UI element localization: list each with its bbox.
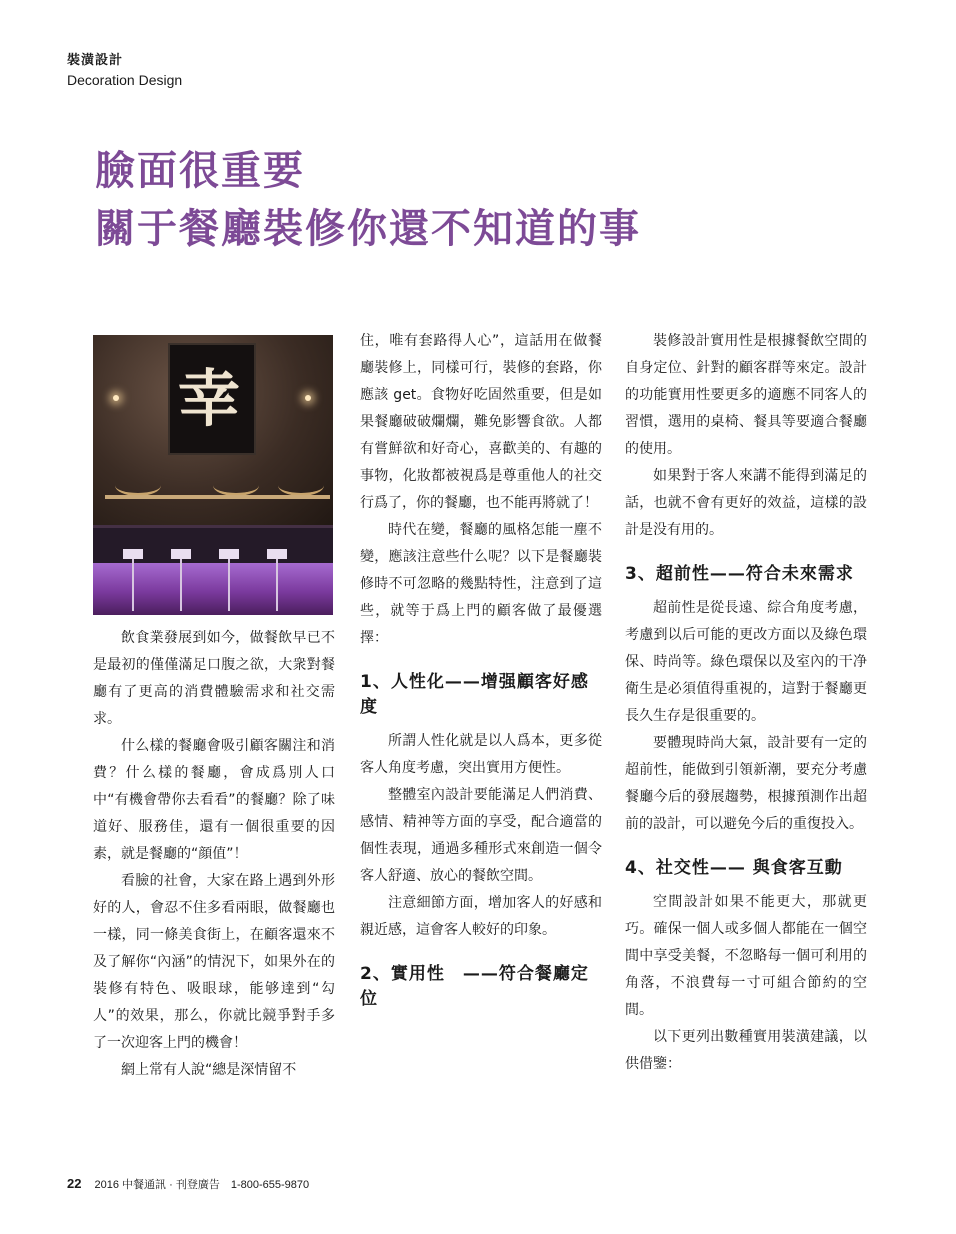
display-shelf	[105, 495, 330, 499]
bar-stool	[171, 549, 191, 611]
page-footer	[67, 1176, 309, 1193]
footer-text: 2016 中餐通訊 · 刊登廣告 1-800-655-9870	[94, 1179, 310, 1191]
bar-stool	[123, 549, 143, 611]
title-line-2: 關于餐廳裝修你還不知道的事	[95, 205, 641, 252]
section-header	[67, 52, 182, 90]
paragraph: 以下更列出數種實用裝潢建議，以供借鑒：	[625, 1029, 867, 1072]
paragraph: 飲食業發展到如今，做餐飲早已不是最初的僅僅滿足口腹之欲，大衆對餐廳有了更高的消費體驗需求和社交需求。	[93, 630, 335, 727]
paragraph: 空間設計如果不能更大，那就更巧。確保一個人或多個人都能在一個空間中享受美餐，不忽略每一個可利用的角落，不浪費每一寸可組合節約的空間。	[625, 894, 867, 1018]
paragraph: 住，唯有套路得人心”，這話用在做餐廳裝修上，同樣可行，裝修的套路，你應該 get。食物好吃固然重要，但是如果餐廳破破爛爛，難免影響食欲。人都有嘗鮮欲和好奇心，喜歡美的、有趣的事物，化妝都被視爲是尊重他人的社交行爲了，你的餐廳，也不能再將就了！	[360, 333, 602, 511]
paragraph: 裝修設計實用性是根據餐飲空間的自身定位、針對的顧客群等來定。設計的功能實用性要更多的適應不同客人的習慣，選用的桌椅、餐具等要適合餐廳的使用。	[625, 333, 867, 457]
section-label-en: Decoration Design	[67, 72, 183, 88]
paragraph: 時代在變，餐廳的風格怎能一塵不變，應該注意些什么呢？以下是餐廳裝修時不可忽略的幾點特性，注意到了這些，就等于爲上門的顧客做了最優選擇：	[360, 522, 602, 646]
section-heading: 1、人性化——增强顧客好感度	[360, 672, 589, 717]
column-1	[93, 625, 335, 1084]
boat-decor	[115, 475, 161, 496]
section-heading: 3、超前性——符合未來需求	[625, 564, 854, 584]
section-heading: 2、實用性 ——符合餐廳定位	[360, 964, 589, 1009]
paragraph: 超前性是從長遠、綜合角度考慮，考慮到以后可能的更改方面以及綠色環保、時尚等。綠色環保以及室內的干净衛生是必須值得重視的，這對于餐廳更長久生存是很重要的。	[625, 600, 867, 724]
wall-lamp	[113, 395, 119, 401]
paragraph: 整體室內設計要能滿足人們消費、感情、精神等方面的享受，配合適當的個性表現，通過多種形式來創造一個令客人舒適、放心的餐飲空間。	[360, 787, 602, 884]
boat-decor	[213, 475, 259, 496]
paragraph: 網上常有人說“總是深情留不	[121, 1062, 297, 1078]
boat-decor	[278, 475, 324, 496]
character-sign	[168, 343, 256, 455]
section-heading: 4、社交性—— 與食客互動	[625, 858, 843, 878]
title-line-1: 臉面很重要	[95, 147, 305, 194]
sign-character: 幸	[178, 362, 241, 435]
column-3	[625, 328, 867, 1078]
section-label-zh: 裝潢設計	[67, 53, 124, 68]
wall-lamp	[305, 395, 311, 401]
paragraph: 要體現時尚大氣，設計要有一定的超前性，能做到引領新潮，要充分考慮餐廳今后的發展趨勢，根據預測作出超前的設計，可以避免今后的重復投入。	[625, 735, 867, 832]
article-title	[95, 142, 641, 258]
paragraph: 如果對于客人來講不能得到滿足的話，也就不會有更好的效益，這樣的設計是没有用的。	[625, 468, 867, 538]
paragraph: 注意細節方面，增加客人的好感和親近感，這會客人較好的印象。	[360, 895, 602, 938]
paragraph: 看臉的社會，大家在路上遇到外形好的人，會忍不住多看兩眼，做餐廳也一樣，同一條美食街上，在顧客還來不及了解你“內涵”的情況下，如果外在的裝修有特色、吸眼球，能够達到“勾人”的效果，那么，你就比競爭對手多了一次迎客上門的機會！	[93, 873, 335, 1051]
restaurant-photo	[93, 335, 333, 615]
column-2	[360, 328, 602, 1020]
bar-stool	[267, 549, 287, 611]
bar-stool	[219, 549, 239, 611]
page-number: 22	[67, 1176, 82, 1191]
paragraph: 所謂人性化就是以人爲本，更多從客人角度考慮，突出實用方便性。	[360, 733, 602, 776]
paragraph: 什么樣的餐廳會吸引顧客關注和消費？什么樣的餐廳，會成爲別人口中“有機會帶你去看看”的餐廳？除了味道好、服務佳，還有一個很重要的因素，就是餐廳的“顔值”！	[93, 738, 335, 862]
